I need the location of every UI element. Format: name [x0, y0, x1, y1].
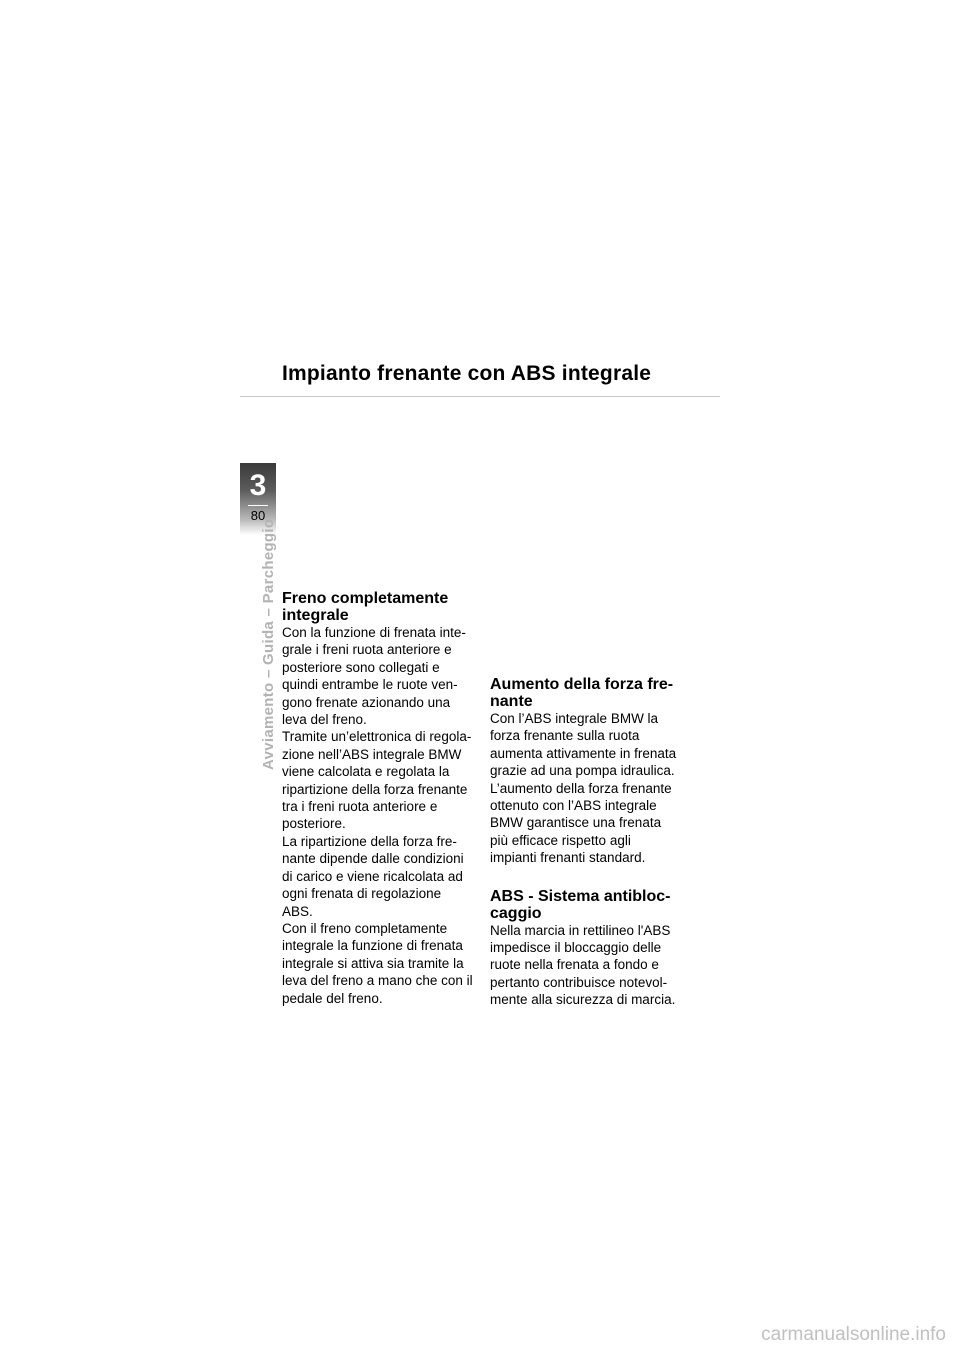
left-column [282, 590, 482, 1007]
body-line: impedisce il bloccaggio delle [490, 940, 662, 956]
heading-line: Freno completamente [282, 590, 449, 607]
right-column [490, 676, 695, 1009]
body-line: gono frenate azionando una [282, 694, 451, 710]
body-line: La ripartizione della forza fre- [282, 833, 457, 849]
body-line: mente alla sicurezza di marcia. [490, 992, 676, 1008]
body-line: posteriore. [282, 816, 346, 832]
section-heading-abs [490, 888, 695, 922]
body-line: BMW garantisce una frenata [490, 815, 662, 831]
page-title: Impianto frenante con ABS integrale [282, 362, 652, 385]
body-line: Tramite un’elettronica di regola- [282, 729, 472, 745]
section-heading-aumento-forza [490, 676, 695, 710]
body-line: più efficace rispetto agli [490, 832, 631, 848]
body-line: ruote nella frenata a fondo e [490, 957, 659, 973]
body-line: Con la funzione di frenata inte- [282, 625, 466, 640]
body-line: Con l’ABS integrale BMW la [490, 711, 659, 726]
heading-line: integrale [282, 607, 349, 624]
body-line: grale i freni ruota anteriore e [282, 642, 452, 658]
chapter-number: 3 [249, 469, 267, 502]
heading-line: caggio [490, 904, 542, 922]
body-line: forza frenante sulla ruota [490, 728, 640, 744]
body-line: zione nell’ABS integrale BMW [282, 746, 462, 762]
heading-line: Aumento della forza fre- [490, 676, 674, 693]
body-line: leva del freno a mano che con il [282, 973, 473, 989]
chapter-divider [248, 505, 268, 506]
body-line: integrale si attiva sia tramite la [282, 955, 464, 971]
body-line: aumenta attivamente in frenata [490, 745, 677, 761]
body-line: tra i freni ruota anteriore e [282, 799, 438, 815]
body-line: grazie ad una pompa idraulica. [490, 763, 675, 779]
heading-line: ABS - Sistema antibloc- [490, 887, 671, 905]
section-body-abs [490, 922, 695, 1009]
section-body-freno-integrale [282, 624, 482, 1007]
section-spacer [490, 867, 695, 888]
body-line: posteriore sono collegati e [282, 659, 440, 675]
body-line: ripartizione della forza frenante [282, 781, 468, 797]
body-line: ogni frenata di regolazione [282, 886, 442, 902]
page-number: 80 [250, 508, 266, 523]
body-line: quindi entrambe le ruote ven- [282, 677, 458, 693]
body-line: ottenuto con l’ABS integrale [490, 798, 657, 814]
chapter-side-label: Avviamento – Guida – Parcheggio [260, 518, 277, 770]
footer-watermark: carmanualsonline.info [761, 1324, 946, 1345]
body-line: di carico e viene ricalcolata ad [282, 868, 463, 884]
heading-line: nante [490, 693, 533, 710]
body-line: Con il freno completamente [282, 920, 448, 936]
body-line: L’aumento della forza frenante [490, 780, 672, 796]
body-line: pertanto contribuisce notevol- [490, 974, 668, 990]
title-divider [240, 396, 720, 397]
body-line: ABS. [282, 903, 313, 919]
body-line: viene calcolata e regolata la [282, 764, 450, 780]
section-heading-freno-integrale [282, 590, 482, 624]
body-line: Nella marcia in rettilineo l'ABS [490, 922, 671, 938]
body-line: impianti frenanti standard. [490, 850, 646, 866]
body-line: pedale del freno. [282, 990, 383, 1006]
body-line: nante dipende dalle condizioni [282, 851, 464, 867]
section-body-aumento-forza [490, 710, 695, 867]
body-line: integrale la funzione di frenata [282, 938, 463, 954]
body-line: leva del freno. [282, 712, 367, 728]
